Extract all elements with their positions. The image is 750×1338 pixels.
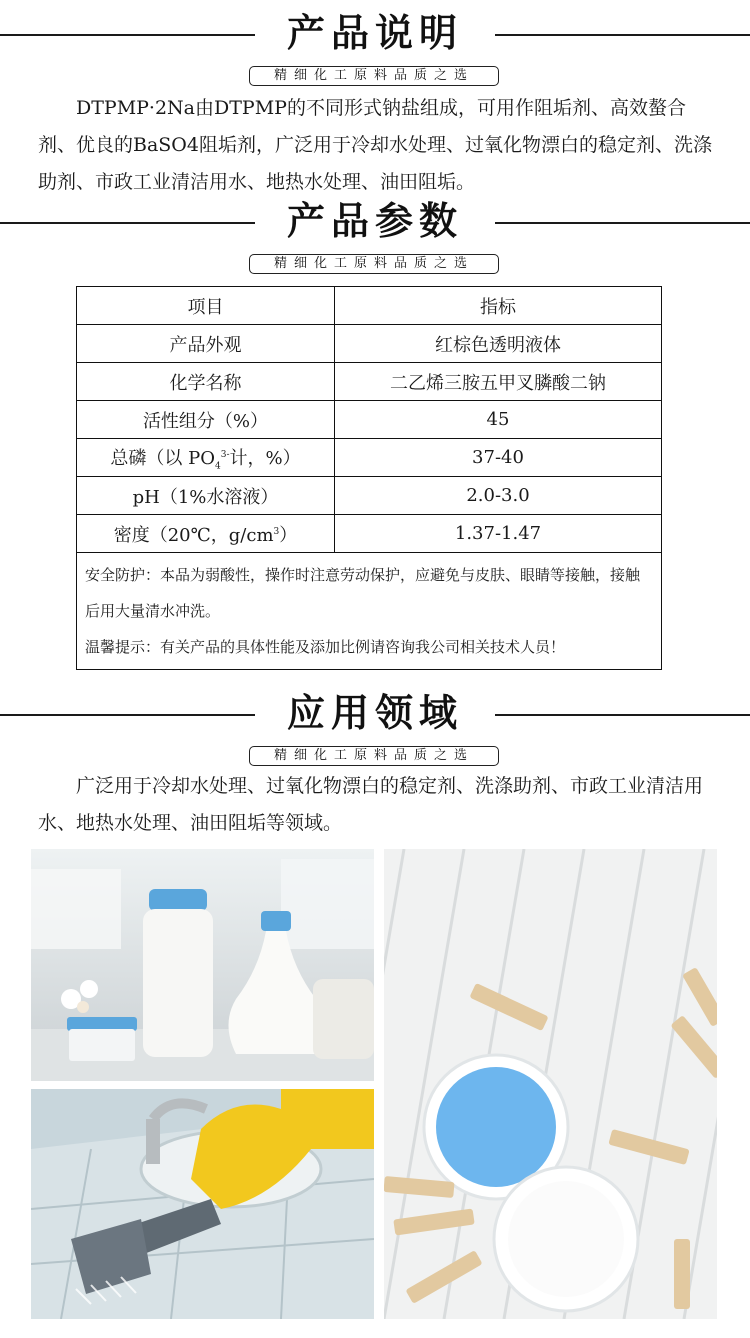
subscript: 4 [214,461,221,472]
row-value: 45 [335,401,662,439]
header-rule-right [495,34,750,36]
superscript: 3 [273,526,280,537]
row-value: 2.0-3.0 [335,477,662,515]
row-item: 产品外观 [77,325,335,363]
section-header-params [0,188,750,278]
table-row [77,325,662,363]
row-item [77,515,335,553]
cleaning-illustration [31,1089,374,1319]
row-value: 1.37-1.47 [335,515,662,553]
safety-note: 安全防护：本品为弱酸性，操作时注意劳动保护，应避免与皮肤、眼睛等接触，接触后用大量清水冲洗。 [85,566,641,620]
row-value: 红棕色透明液体 [335,325,662,363]
row-item [77,439,335,477]
applications-description: 广泛用于冷却水处理、过氧化物漂白的稳定剂、洗涤助剂、市政工业清洁用水、地热水处理、油田阻垢等领域。 [38,775,704,834]
section-title: 产品说明 [286,11,463,55]
row-item-text: 计，%） [229,447,301,469]
section-header-applications [0,680,750,770]
row-item-text: 总磷（以 PO [110,447,215,469]
parameter-table [76,286,662,670]
section-title: 应用领域 [286,691,463,735]
section-tag: 精细化工原料品质之选 [249,66,499,86]
photo-laundry [384,849,717,1319]
row-item-text: 密度（20℃，g/cm [113,524,274,546]
header-item: 项目 [77,287,335,325]
row-value: 二乙烯三胺五甲叉膦酸二钠 [335,363,662,401]
row-item: 活性组分（%） [77,401,335,439]
header-rule-right [495,714,750,716]
table-note-row [77,553,662,670]
bottles-illustration [31,849,374,1081]
table-header-row [77,287,662,325]
table-row [77,515,662,553]
section-title: 产品参数 [286,199,463,243]
product-description: DTPMP·2Na由DTPMP的不同形式钠盐组成，可用作阻垢剂、高效螯合剂、优良的BaSO4阻垢剂，广泛用于冷却水处理、过氧化物漂白的稳定剂、洗涤助剂、市政工业清洁用水、地热水处理、油田阻垢。 [38,97,712,193]
header-value: 指标 [335,287,662,325]
photo-cleaning [31,1089,374,1319]
table-row [77,363,662,401]
header-rule-right [495,222,750,224]
section-tag: 精细化工原料品质之选 [249,254,499,274]
section-tag: 精细化工原料品质之选 [249,746,499,766]
row-item-text: ） [279,524,298,546]
row-item: 化学名称 [77,363,335,401]
table-row [77,401,662,439]
photo-bottles [31,849,374,1081]
table-row [77,477,662,515]
table-row [77,439,662,477]
tip-note: 温馨提示：有关产品的具体性能及添加比例请咨询我公司相关技术人员！ [85,638,566,656]
row-value: 37-40 [335,439,662,477]
notes-cell [77,553,662,670]
row-item: pH（1%水溶液） [77,477,335,515]
section-header-description [0,0,750,90]
superscript: 3- [220,449,230,460]
laundry-illustration [384,849,717,1319]
